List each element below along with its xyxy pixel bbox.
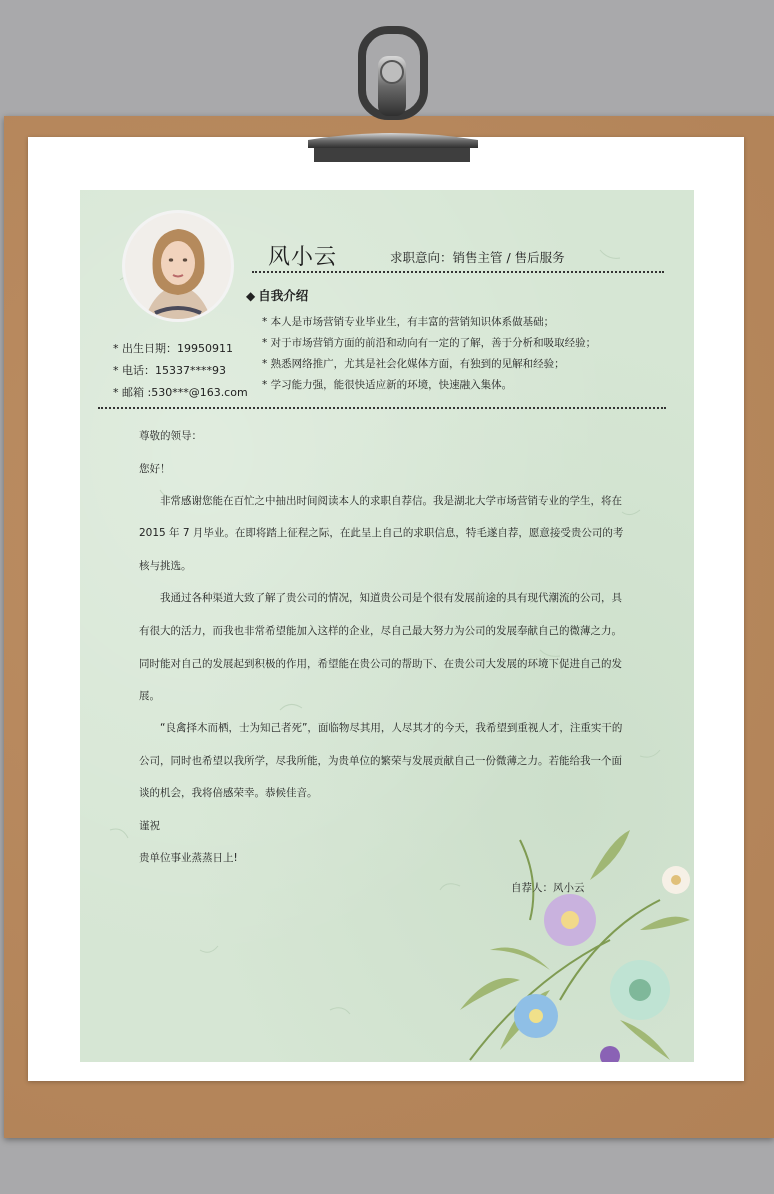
contact-info	[113, 338, 248, 404]
list-item: * 学习能力强，能很快适应新的环境，快速融入集体。	[262, 379, 513, 391]
letter-line: 尊敬的领导：	[139, 430, 202, 442]
signature: 自荐人：风小云	[511, 882, 585, 894]
email: * 邮箱 :530***@163.com	[113, 386, 248, 399]
letter-line: 有很大的活力，而我也非常希望能加入这样的企业，尽自己最大努力为公司的发展奉献自己的微薄之力。	[139, 625, 622, 637]
birth-date: * 出生日期：19950911	[113, 342, 233, 355]
section-title-label: 自我介绍	[258, 288, 309, 303]
letter-line: “良禽择木而栖，士为知己者死”，面临物尽其用，人尽其才的今天，我希望到重视人才，注重实干的	[139, 722, 623, 734]
job-intent: 求职意向：销售主管 / 售后服务	[390, 250, 565, 265]
section-title-self-intro	[246, 286, 308, 304]
diamond-icon: ◆	[246, 289, 256, 303]
self-intro-list	[262, 312, 596, 396]
flower-decoration	[440, 820, 694, 1062]
letter-line: 展。	[139, 690, 160, 702]
letter-line: 谈的机会，我将倍感荣幸。恭候佳音。	[139, 787, 318, 799]
letter-line: 非常感谢您能在百忙之中抽出时间阅读本人的求职自荐信。我是湖北大学市场营销专业的学生，将在	[139, 495, 622, 507]
letter-line: 公司，同时也希望以我所学，尽我所能，为贵单位的繁荣与发展贡献自己一份微薄之力。若能给我一个面	[139, 755, 622, 767]
letter-line: 贵单位事业蒸蒸日上!	[139, 852, 238, 864]
phone: * 电话：15337****93	[113, 364, 226, 377]
letter-line: 您好！	[139, 463, 171, 475]
candidate-name: 风小云	[268, 245, 338, 270]
binder-clip	[300, 26, 480, 176]
list-item: * 本人是市场营销专业毕业生，有丰富的营销知识体系做基础；	[262, 316, 555, 328]
letter-line: 谨祝	[139, 820, 160, 832]
avatar	[122, 210, 234, 322]
section-divider	[98, 407, 666, 409]
letter-line: 核与挑选。	[139, 560, 192, 572]
letter-line: 2015 年 7 月毕业。在即将踏上征程之际，在此呈上自己的求职信息，特毛遂自荐，愿意接受贵公司的考	[139, 527, 624, 539]
list-item: * 熟悉网络推广，尤其是社会化媒体方面，有独到的见解和经验；	[262, 358, 565, 370]
list-item: * 对于市场营销方面的前沿和动向有一定的了解，善于分析和吸取经验；	[262, 337, 597, 349]
letter-line: 同时能对自己的发展起到积极的作用，希望能在贵公司的帮助下、在贵公司大发展的环境下促进自己的发	[139, 658, 622, 670]
header-divider	[252, 271, 664, 273]
letter-line: 我通过各种渠道大致了解了贵公司的情况，知道贵公司是个很有发展前途的具有现代潮流的公司，具	[139, 592, 622, 604]
